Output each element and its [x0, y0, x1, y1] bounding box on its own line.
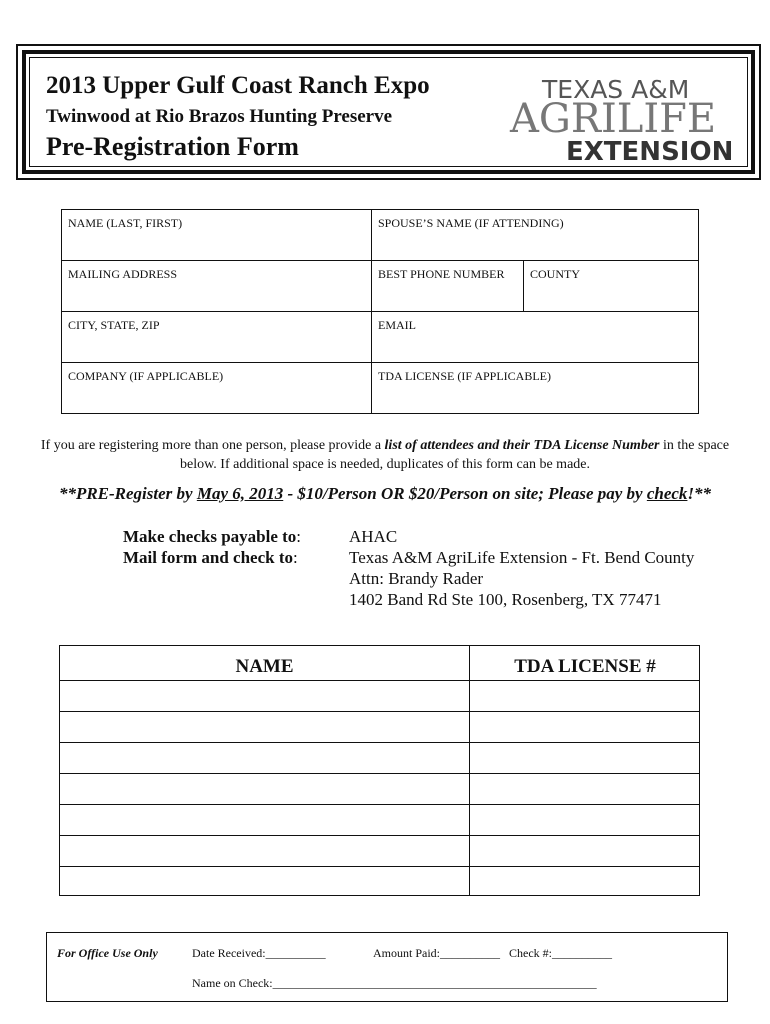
prereg-text-a: **PRE-Register by: [58, 484, 197, 503]
pre-register-notice: [20, 484, 750, 504]
multi-attendee-instructions: [40, 436, 730, 474]
table-row[interactable]: [60, 711, 699, 712]
mail-address-line2: Attn: Brandy Rader: [349, 569, 484, 588]
table-row[interactable]: [60, 804, 699, 805]
logo-line-texas-am: TEXAS A&M: [542, 75, 690, 104]
name-field-label: NAME (LAST, FIRST): [68, 216, 183, 230]
table-row[interactable]: [60, 742, 699, 743]
name-field[interactable]: [62, 210, 372, 261]
mail-label: Mail form and check to:: [123, 548, 298, 567]
table-row[interactable]: [60, 866, 699, 867]
header-frame: [22, 50, 755, 174]
city-state-zip-label: CITY, STATE, ZIP: [68, 318, 160, 332]
agrilife-logo: [504, 68, 754, 168]
prereg-text-b: - $10/Person OR $20/Person on site; Please pay by: [283, 484, 647, 503]
name-on-check-field[interactable]: Name on Check:______________________________________________________: [192, 976, 597, 990]
tda-license-label: TDA LICENSE (IF APPLICABLE): [378, 369, 552, 383]
form-title: Pre-Registration Form: [46, 132, 299, 161]
county-field[interactable]: [524, 261, 699, 312]
event-title: 2013 Upper Gulf Coast Ranch Expo: [46, 72, 430, 99]
check-number-field[interactable]: Check #:__________: [509, 946, 612, 960]
email-field-label: EMAIL: [378, 318, 416, 332]
office-use-box: [46, 932, 728, 1002]
city-state-zip-field[interactable]: [62, 312, 372, 363]
mail-address-line1: Texas A&M AgriLife Extension - Ft. Bend County: [349, 548, 695, 567]
table-row[interactable]: [60, 835, 699, 836]
mail-label-text: Mail form and check to: [123, 548, 293, 567]
email-field[interactable]: [372, 312, 699, 363]
event-location: Twinwood at Rio Brazos Hunting Preserve: [46, 106, 393, 127]
amount-paid-field[interactable]: Amount Paid:__________: [373, 946, 501, 960]
instr-text-emphasis: list of attendees and their TDA License Number: [384, 438, 660, 453]
mail-address-line3: 1402 Band Rd Ste 100, Rosenberg, TX 77471: [349, 590, 662, 609]
company-field[interactable]: [62, 363, 372, 413]
tda-license-field[interactable]: [372, 363, 699, 413]
column-divider: [469, 646, 470, 895]
phone-field-label: BEST PHONE NUMBER: [378, 267, 505, 281]
instr-text-a: If you are registering more than one person, please provide a: [40, 438, 385, 453]
attendee-name-header: NAME: [235, 656, 294, 677]
spouse-field-label: SPOUSE’S NAME (IF ATTENDING): [378, 216, 564, 230]
phone-field[interactable]: [372, 261, 524, 312]
county-field-label: COUNTY: [530, 267, 580, 281]
prereg-date: May 6, 2013: [196, 484, 284, 503]
company-field-label: COMPANY (IF APPLICABLE): [68, 369, 224, 383]
prereg-text-c: !**: [687, 484, 712, 503]
mailing-address-field[interactable]: [62, 261, 372, 312]
payable-label-text: Make checks payable to: [123, 527, 297, 546]
logo-line-extension: EXTENSION: [566, 137, 734, 167]
registrant-info-grid: [61, 209, 699, 414]
office-use-title: For Office Use Only: [57, 946, 158, 960]
logo-line-agrilife: AGRILIFE: [510, 96, 717, 142]
prereg-check: check: [646, 484, 688, 503]
attendees-table: [59, 645, 700, 896]
table-row[interactable]: [60, 680, 699, 681]
attendee-license-header: TDA LICENSE #: [514, 656, 656, 677]
date-received-field[interactable]: Date Received:__________: [192, 946, 326, 960]
spouse-field[interactable]: [372, 210, 699, 261]
instr-text-c: in the space below. If additional space is needed, duplicates of this form can be made.: [179, 438, 730, 472]
table-row[interactable]: [60, 773, 699, 774]
mailing-address-label: MAILING ADDRESS: [68, 267, 178, 281]
payable-label: Make checks payable to:: [123, 527, 302, 546]
header-box: [16, 44, 761, 180]
payable-to: AHAC: [349, 527, 398, 546]
